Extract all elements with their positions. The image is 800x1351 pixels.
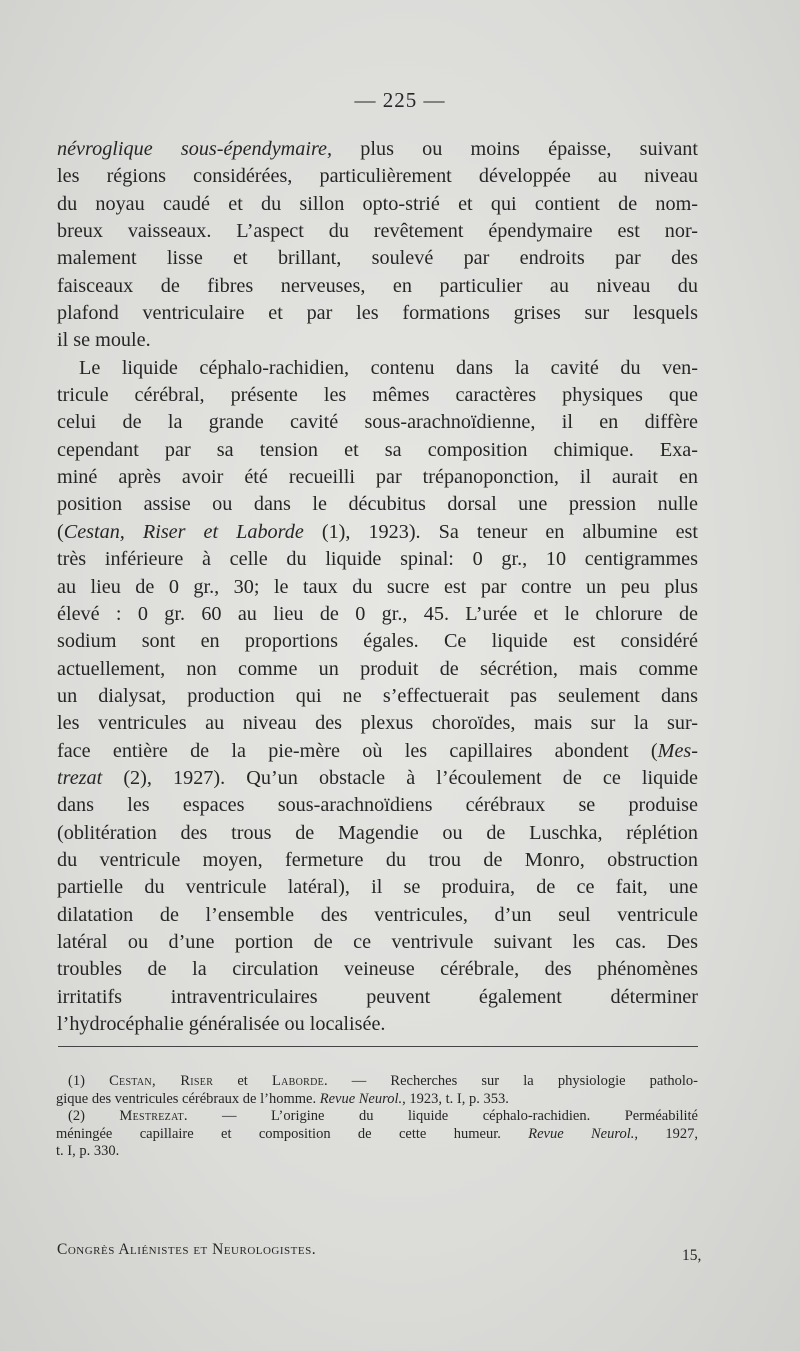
text-run: . — Recherches sur la physiologie patholo- bbox=[324, 1073, 698, 1089]
text-run: plafond ventriculaire et par les formations grises sur lesquels bbox=[57, 302, 698, 325]
text-run: position assise ou dans le décubitus dorsal une pression nulle bbox=[57, 493, 698, 516]
text-run: celui de la grande cavité sous-arachnoïdienne, il en diffère bbox=[57, 411, 698, 434]
text-run: miné après avoir été recueilli par trépanoponction, il aurait en bbox=[57, 466, 698, 489]
text-run: ( bbox=[57, 520, 64, 543]
italic-text: Mes- bbox=[657, 739, 698, 762]
italic-text: trezat bbox=[57, 766, 103, 789]
footnotes bbox=[56, 1073, 698, 1161]
text-line bbox=[57, 601, 698, 628]
text-run: les régions considérées, particulièrement développée au niveau bbox=[57, 165, 698, 188]
text-line bbox=[57, 683, 698, 710]
text-run: cependant par sa tension et sa composition chimique. Exa- bbox=[57, 438, 698, 461]
paragraph bbox=[57, 136, 698, 355]
text-run: malement lisse et brillant, soulevé par endroits par des bbox=[57, 247, 698, 270]
text-run: partielle du ventricule latéral), il se produira, de ce fait, une bbox=[57, 876, 698, 899]
page-number: — 225 — bbox=[354, 88, 446, 112]
text-run: dilatation de l’ensemble des ventricules, d’un seul ventricule bbox=[57, 903, 698, 926]
text-run: un dialysat, production qui ne s’effectuerait pas seulement dans bbox=[57, 684, 698, 707]
body-text bbox=[57, 136, 698, 1038]
footnote-line bbox=[56, 1143, 698, 1161]
text-run: (1) bbox=[68, 1073, 110, 1089]
text-run: il se moule. bbox=[57, 329, 151, 352]
text-line bbox=[57, 820, 698, 847]
footnote-line bbox=[56, 1091, 698, 1109]
text-line bbox=[57, 382, 698, 409]
italic-text: Revue Neurol. bbox=[319, 1090, 403, 1107]
footnote-separator bbox=[58, 1046, 698, 1047]
text-run: (2), 1927). Qu’un obstacle à l’écoulement de ce liquide bbox=[102, 766, 698, 789]
text-run: très inférieure à celle du liquide spinal: 0 gr., 10 centigrammes bbox=[57, 548, 698, 571]
author-name: Cestan, Riser bbox=[109, 1073, 214, 1089]
text-line bbox=[57, 519, 698, 546]
text-run: actuellement, non comme un produit de sécrétion, mais comme bbox=[57, 657, 698, 680]
text-line bbox=[57, 738, 698, 765]
text-line bbox=[57, 245, 698, 272]
paragraph bbox=[57, 355, 698, 1039]
text-line bbox=[57, 491, 698, 518]
text-run: face entière de la pie-mère où les capillaires abondent ( bbox=[57, 739, 658, 762]
text-line bbox=[57, 847, 698, 874]
text-line bbox=[57, 273, 698, 300]
text-line bbox=[57, 929, 698, 956]
text-line bbox=[57, 355, 698, 382]
footnote-line bbox=[68, 1073, 698, 1091]
footnote-line bbox=[68, 1108, 698, 1126]
text-run: plus ou moins épaisse, suivant bbox=[332, 138, 698, 160]
text-line bbox=[57, 1011, 698, 1038]
text-run: (oblitération des trous de Magendie ou de Luschka, réplétion bbox=[57, 821, 698, 844]
text-line bbox=[57, 191, 698, 218]
text-run: breux vaisseaux. L’aspect du revêtement épendymaire est nor- bbox=[57, 220, 698, 243]
text-line bbox=[57, 218, 698, 245]
footnote-line bbox=[56, 1126, 698, 1144]
text-line bbox=[57, 984, 698, 1011]
text-run: , 1923, t. I, p. 353. bbox=[402, 1090, 509, 1107]
text-run: irritatifs intraventriculaires peuvent également déterminer bbox=[57, 985, 698, 1008]
signature-number: 15, bbox=[682, 1247, 702, 1264]
text-line bbox=[57, 902, 698, 929]
text-line bbox=[57, 956, 698, 983]
text-line bbox=[57, 874, 698, 901]
text-line bbox=[57, 136, 698, 163]
text-run: t. I, p. 330. bbox=[56, 1143, 120, 1160]
text-run: méningée capillaire et composition de cette humeur. bbox=[56, 1125, 529, 1142]
text-run: (2) bbox=[68, 1108, 120, 1125]
text-line bbox=[57, 300, 698, 327]
text-run: l’hydrocéphalie généralisée ou localisée. bbox=[57, 1013, 386, 1035]
text-line bbox=[57, 710, 698, 737]
signature-line: Congrès Aliénistes et Neurologistes. bbox=[57, 1241, 317, 1258]
text-line bbox=[57, 628, 698, 655]
text-run: , 1927, bbox=[634, 1125, 698, 1142]
text-run: du noyau caudé et du sillon opto-strié et qui contient de nom- bbox=[57, 192, 698, 215]
text-line bbox=[57, 327, 698, 354]
text-run: Le liquide céphalo-rachidien, contenu dans la cavité du ven- bbox=[79, 356, 698, 379]
text-line bbox=[57, 163, 698, 190]
text-run: du ventricule moyen, fermeture du trou de Monro, obstruction bbox=[57, 848, 698, 871]
text-run: (1), 1923). Sa teneur en albumine est bbox=[303, 520, 698, 543]
footnote bbox=[56, 1108, 698, 1161]
italic-text: névroglique sous-épendymaire, bbox=[57, 138, 333, 160]
text-run: tricule cérébral, présente les mêmes caractères physiques que bbox=[57, 384, 698, 407]
text-run: sodium sont en proportions égales. Ce liquide est considéré bbox=[57, 630, 698, 653]
text-line bbox=[57, 546, 698, 573]
text-run: . — L’origine du liquide céphalo-rachidien. Perméabilité bbox=[183, 1108, 698, 1125]
italic-text: Cestan, Riser et Laborde bbox=[63, 520, 304, 543]
italic-text: Revue Neurol. bbox=[528, 1125, 635, 1142]
text-run: dans les espaces sous-arachnoïdiens cérébraux se produise bbox=[57, 794, 698, 817]
text-run: gique des ventricules cérébraux de l’homme. bbox=[56, 1090, 320, 1107]
text-line bbox=[57, 765, 698, 792]
text-run: latéral ou d’une portion de ce ventrivule suivant les cas. Des bbox=[57, 930, 698, 953]
text-run: faisceaux de fibres nerveuses, en particulier au niveau du bbox=[57, 274, 698, 297]
text-run: élevé : 0 gr. 60 au lieu de 0 gr., 45. L’urée et le chlorure de bbox=[57, 602, 698, 625]
text-line bbox=[57, 437, 698, 464]
footnote bbox=[56, 1073, 698, 1108]
author-name: Mestrezat bbox=[119, 1108, 184, 1125]
text-line bbox=[57, 656, 698, 683]
text-run: et bbox=[213, 1073, 272, 1089]
text-run: troubles de la circulation veineuse cérébrale, des phénomènes bbox=[57, 958, 698, 981]
text-run: les ventricules au niveau des plexus choroïdes, mais sur la sur- bbox=[57, 712, 698, 735]
text-line bbox=[57, 792, 698, 819]
text-line bbox=[57, 574, 698, 601]
text-line bbox=[57, 464, 698, 491]
text-line bbox=[57, 409, 698, 436]
text-run: au lieu de 0 gr., 30; le taux du sucre est par contre un peu plus bbox=[57, 575, 698, 598]
author-name: Laborde bbox=[271, 1073, 325, 1089]
